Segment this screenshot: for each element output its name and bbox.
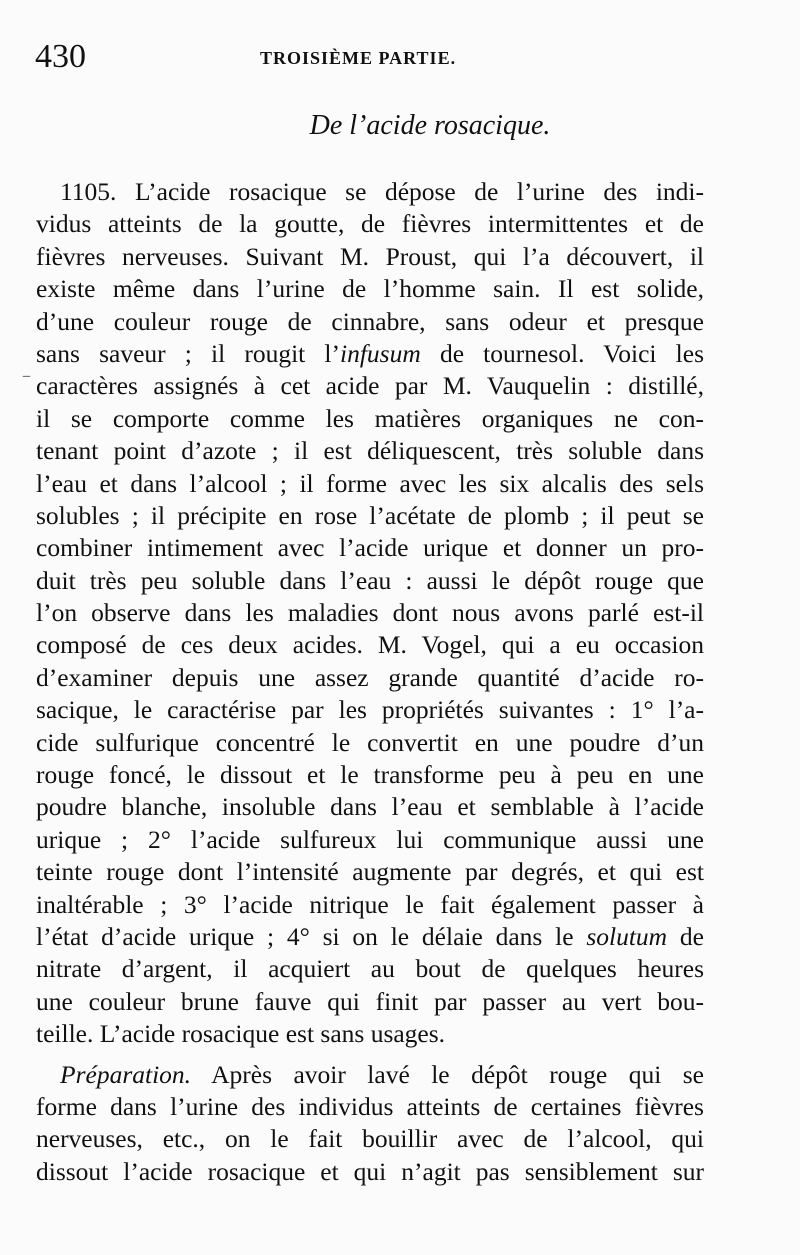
text-line: rouge foncé, le dissout et le transforme peu à peu en une [36,760,704,790]
text-line: forme dans l’urine des individus atteints de certaines fièvres [36,1091,704,1121]
text-line: 1105. L’acide rosacique se dépose de l’urine des indi- [60,177,704,206]
paragraph-2 [36,1059,704,1189]
text-line: tenant point d’azote ; il est déliquescent, très soluble dans [36,436,704,466]
paragraph-gap [36,1051,704,1059]
text-line: teinte rouge dont l’intensité augmente par degrés, et qui est [36,857,704,887]
text-line: Préparation. Après avoir lavé le dépôt rouge qui se [60,1059,704,1089]
text-line: teille. L’acide rosacique est sans usages. [36,1019,446,1049]
page-number: 430 [35,38,86,75]
text-line: inaltérable ; 3° l’acide nitrique le fait également passer à [36,889,704,919]
text-line: vidus atteints de la goutte, de fièvres intermittentes et de [36,209,704,239]
text-line: l’eau et dans l’alcool ; il forme avec les six alcalis des sels [36,468,704,498]
text-line: cide sulfurique concentré le convertit en une poudre d’un [36,727,704,757]
running-head: TROISIÈME PARTIE. [260,48,457,68]
body-text [36,176,704,1188]
text-line: solubles ; il précipite en rose l’acétate de plomb ; il peut se [36,500,704,530]
text-line: il se comporte comme les matières organiques ne con- [36,403,704,433]
text-line: sans saveur ; il rougit l’infusum de tournesol. Voici les [36,338,704,368]
text-line: l’état d’acide urique ; 4° si on le délaie dans le solutum de [36,921,704,951]
page-header [35,38,765,78]
text-line: nitrate d’argent, il acquiert au bout de quelques heures [36,954,704,984]
section-title: De l’acide rosacique. [309,110,551,141]
text-line: caractères assignés à cet acide par M. Vauquelin : distillé, [36,371,704,401]
text-line: l’on observe dans les maladies dont nous avons parlé est-il [36,598,704,628]
text-line: duit très peu soluble dans l’eau : aussi le dépôt rouge que [36,565,704,595]
text-line: existe même dans l’urine de l’homme sain. Il est solide, [36,274,704,304]
margin-tick-mark: – [22,365,31,386]
text-line: dissout l’acide rosacique et qui n’agit pas sensiblement sur [36,1156,704,1186]
text-line: composé de ces deux acides. M. Vogel, qui a eu occasion [36,630,704,660]
text-line: poudre blanche, insoluble dans l’eau et semblable à l’acide [36,792,704,822]
text-line: sacique, le caractérise par les propriétés suivantes : 1° l’a- [36,695,704,725]
text-line: combiner intimement avec l’acide urique et donner un pro- [36,533,704,563]
text-line: fièvres nerveuses. Suivant M. Proust, qui l’a découvert, il [36,241,704,271]
text-line: urique ; 2° l’acide sulfureux lui communique aussi une [36,824,704,854]
text-line: nerveuses, etc., on le fait bouillir avec de l’alcool, qui [36,1124,704,1154]
paragraph-1 [36,176,704,1051]
text-line: une couleur brune fauve qui finit par passer au vert bou- [36,986,704,1016]
text-line: d’examiner depuis une assez grande quantité d’acide ro- [36,662,704,692]
italic-term-infusum: infusum [340,338,421,368]
text-line: d’une couleur rouge de cinnabre, sans odeur et presque [36,306,704,336]
italic-term-solutum: solutum [586,921,668,951]
italic-lead-preparation: Préparation. [60,1059,192,1089]
